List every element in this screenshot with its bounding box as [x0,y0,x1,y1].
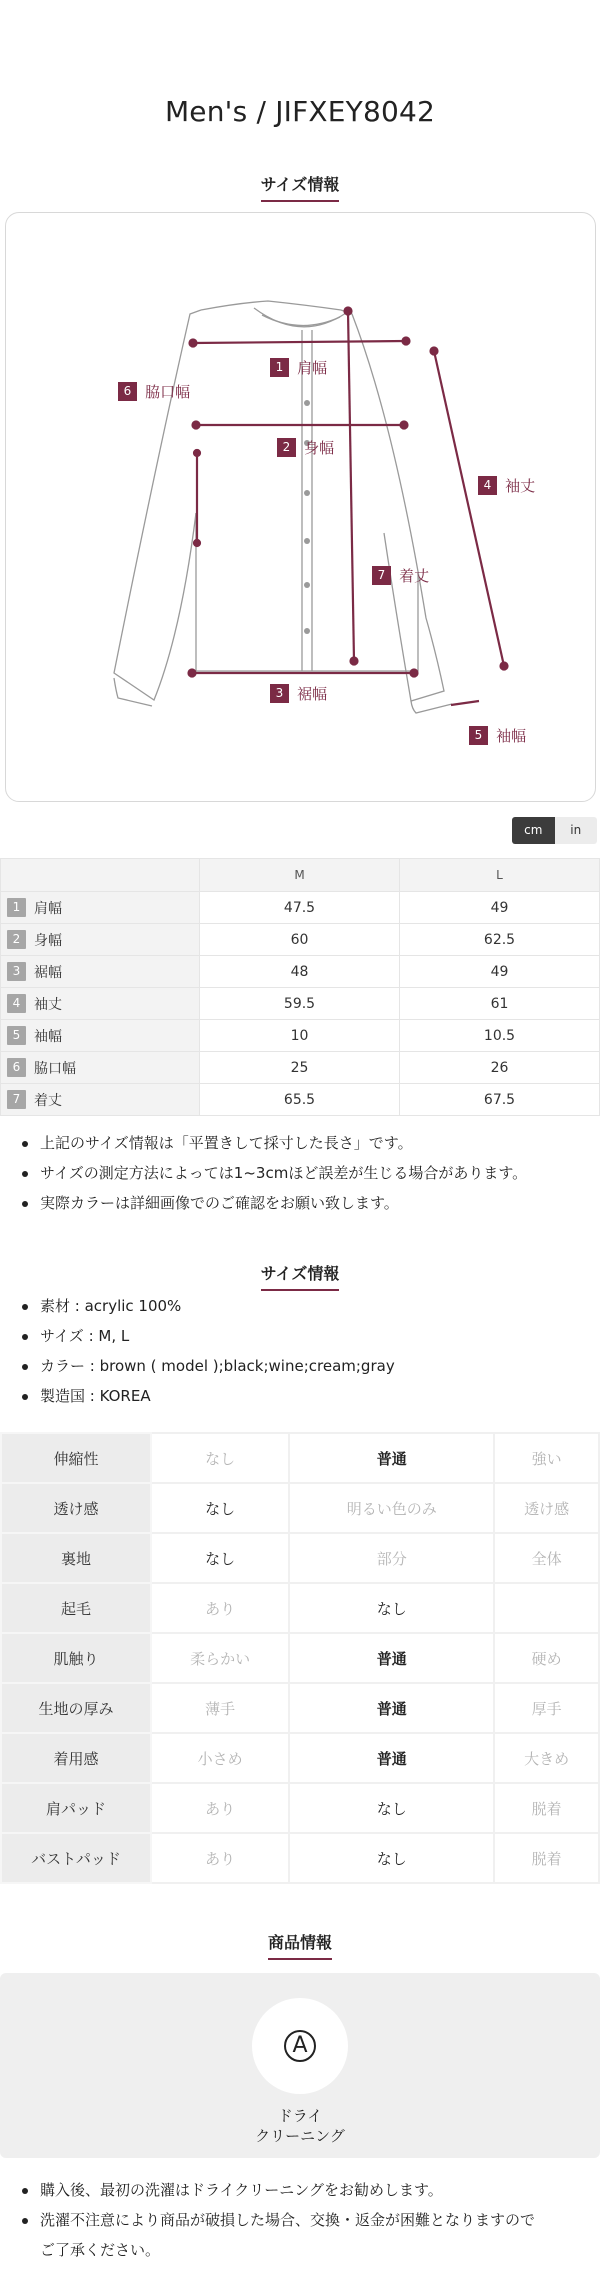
table-row: 3 裾幅 48 49 [1,956,600,988]
garment-diagram [5,212,596,802]
dry-clean-icon: A [284,2030,316,2062]
unit-in-button[interactable]: in [555,817,598,844]
care-info-heading-text: 商品情報 [268,1930,332,1960]
size-col-m: M [200,859,400,892]
table-row: 肩パッド あり なし 脱着 [1,1783,599,1833]
material-info-heading-text: サイズ情報 [261,1261,340,1291]
table-row: 7 着丈 65.5 67.5 [1,1084,600,1116]
table-row: バストパッド あり なし 脱着 [1,1833,599,1883]
diagram-label-2: 2 身幅 [277,437,334,458]
table-row: 1 肩幅 47.5 49 [1,892,600,924]
table-row: 着用感 小さめ 普通 大きめ [1,1733,599,1783]
table-row: 4 袖丈 59.5 61 [1,988,600,1020]
care-symbol-box [0,1973,600,2158]
material-info-heading [0,1261,600,1291]
care-notes [22,2175,535,2235]
table-row: 6 脇口幅 25 26 [1,1052,600,1084]
size-table [0,858,600,1116]
list-item: サイズ : M, L [22,1321,395,1351]
care-label-line2: クリーニング [255,2127,345,2145]
table-row: 裏地 なし 部分 全体 [1,1533,599,1583]
size-info-heading-text: サイズ情報 [261,172,340,202]
list-item: 実際カラーは詳細画像でのご確認をお願い致します。 [22,1188,527,1218]
table-row: 起毛 あり なし [1,1583,599,1633]
diagram-label-7: 7 着丈 [372,565,429,586]
size-table-corner [1,859,200,892]
table-row: 2 身幅 60 62.5 [1,924,600,956]
unit-toggle [512,817,597,844]
list-item: 製造国 : KOREA [22,1381,395,1411]
table-row: 生地の厚み 薄手 普通 厚手 [1,1683,599,1733]
diagram-label-4: 4 袖丈 [478,475,535,496]
table-row: 肌触り 柔らかい 普通 硬め [1,1633,599,1683]
material-info-list [22,1291,395,1411]
care-symbol-circle [252,1998,348,2094]
care-label-line1: ドライ [277,2107,323,2125]
cardigan-outline-icon [6,213,597,803]
size-table-header [1,859,600,892]
diagram-label-6: 6 脇口幅 [118,381,190,402]
fabric-feel-table [0,1432,600,1884]
list-item: 購入後、最初の洗濯はドライクリーニングをお勧めします。 [22,2175,535,2205]
care-info-heading [0,1930,600,1960]
diagram-label-5: 5 袖幅 [469,725,526,746]
product-title: Men's / JIFXEY8042 [164,95,436,128]
list-item: 上記のサイズ情報は「平置きして採寸した長さ」です。 [22,1128,527,1158]
list-item: カラー : brown ( model );black;wine;cream;gray [22,1351,395,1381]
table-row: 5 袖幅 10 10.5 [1,1020,600,1052]
size-info-heading [0,172,600,202]
diagram-label-3: 3 裾幅 [270,683,327,704]
size-col-l: L [400,859,600,892]
list-item: 素材 : acrylic 100% [22,1291,395,1321]
table-row: 伸縮性 なし 普通 強い [1,1433,599,1483]
list-item: サイズの測定方法によっては1~3cmほど誤差が生じる場合があります。 [22,1158,527,1188]
unit-cm-button[interactable]: cm [512,817,555,844]
diagram-label-1: 1 肩幅 [270,357,327,378]
care-note-continuation: ご了承ください。 [40,2241,161,2259]
table-row: 透け感 なし 明るい色のみ 透け感 [1,1483,599,1533]
list-item: 洗濯不注意により商品が破損した場合、交換・返金が困難となりますので [22,2205,535,2235]
size-notes [22,1128,527,1218]
